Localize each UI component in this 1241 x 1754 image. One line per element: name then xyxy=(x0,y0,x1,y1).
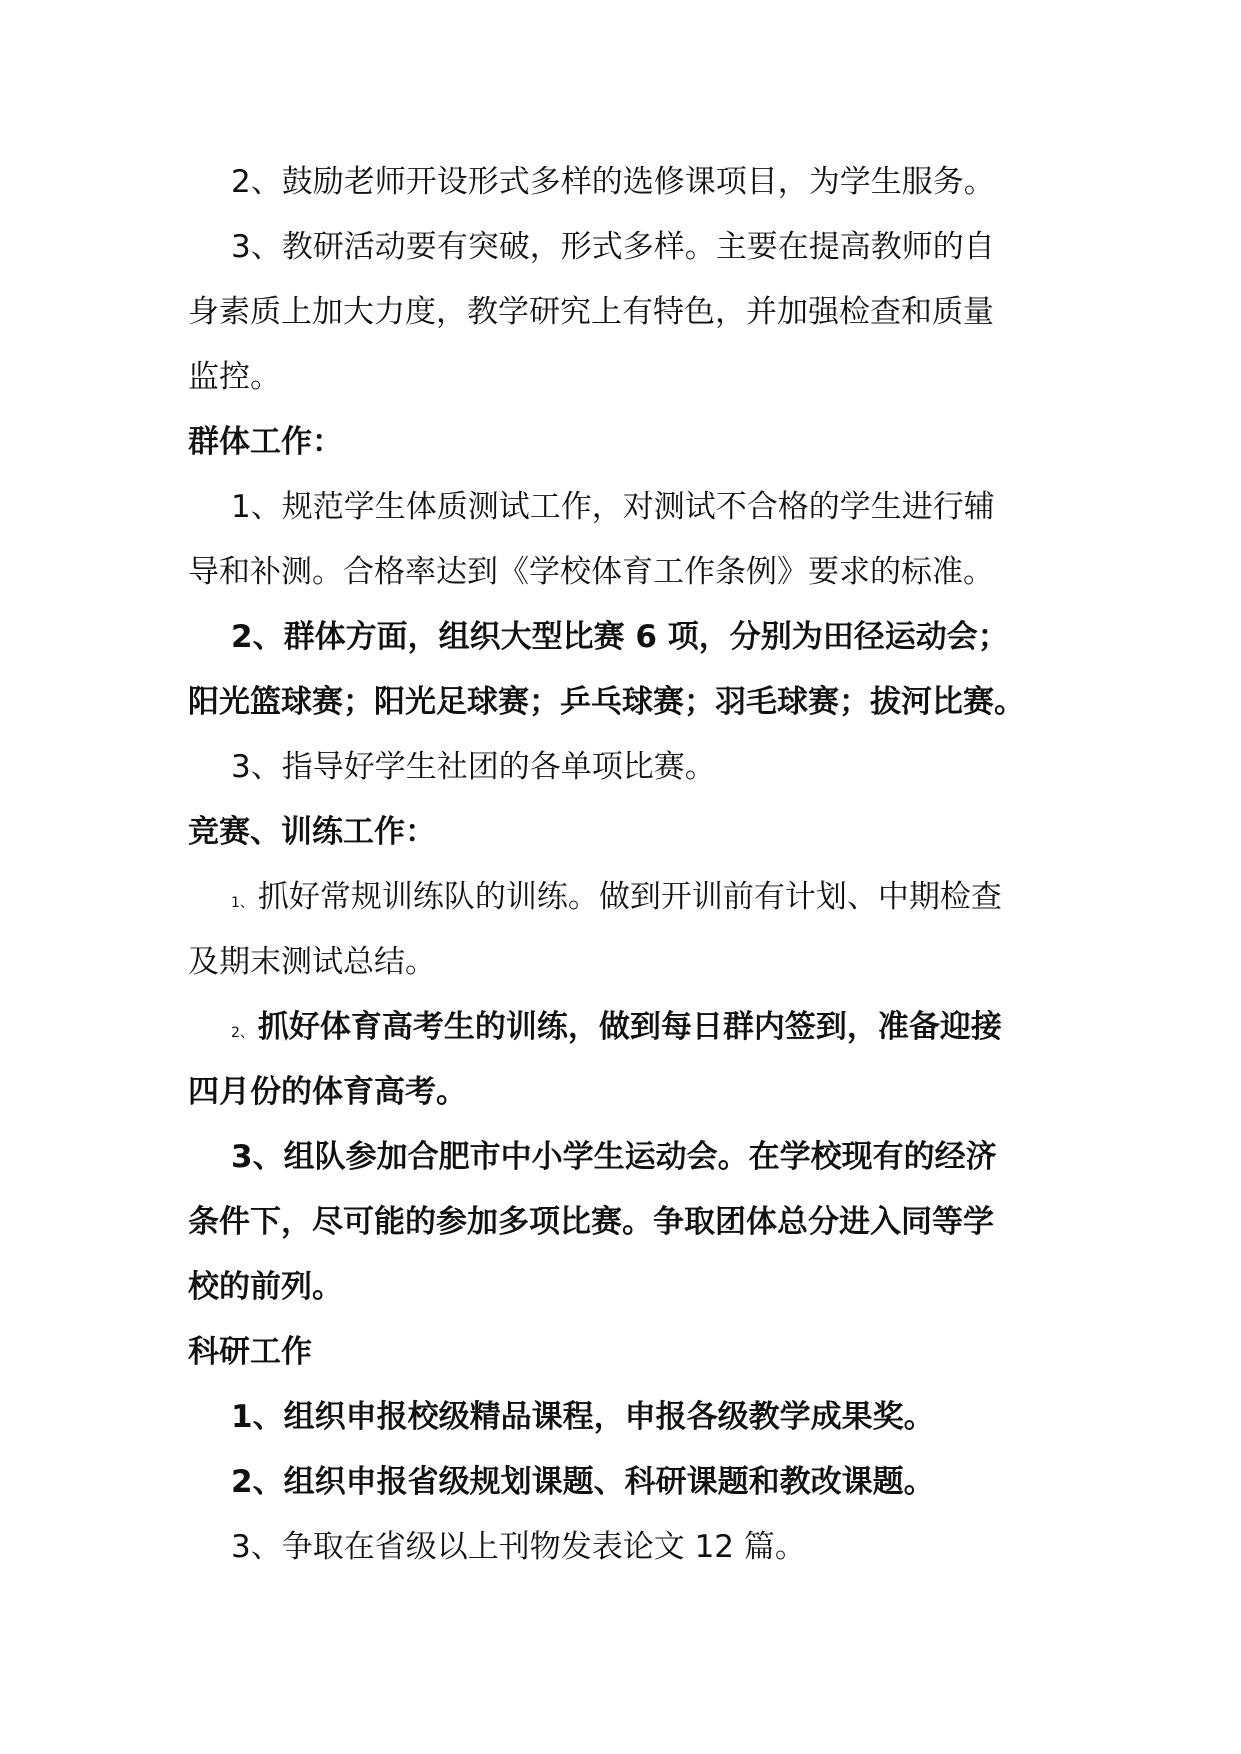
item-text: 抓好体育高考生的训练，做到每日群内签到，准备迎接 xyxy=(257,1009,1002,1045)
paragraph-line: 及期末测试总结。 xyxy=(188,944,436,980)
paragraph-line: 2、鼓励老师开设形式多样的选修课项目，为学生服务。 xyxy=(231,164,995,200)
item-number: 1、 xyxy=(231,895,254,911)
section-heading-research: 科研工作 xyxy=(188,1334,312,1370)
paragraph-line: 3、组队参加合肥市中小学生运动会。在学校现有的经济 xyxy=(231,1139,997,1175)
paragraph-line: 阳光篮球赛；阳光足球赛；乒乓球赛；羽毛球赛；拔河比赛。 xyxy=(188,684,1025,720)
paragraph-line xyxy=(188,865,1058,930)
section-heading-mass-sports: 群体工作： xyxy=(188,424,343,460)
paragraph-line: 条件下，尽可能的参加多项比赛。争取团体总分进入同等学 xyxy=(188,1204,994,1240)
paragraph-line: 3、教研活动要有突破，形式多样。主要在提高教师的自 xyxy=(231,229,995,265)
item-number: 2、 xyxy=(231,1025,254,1041)
paragraph-line: 四月份的体育高考。 xyxy=(188,1074,467,1110)
paragraph-line: 3、指导好学生社团的各单项比赛。 xyxy=(231,749,716,785)
paragraph-line xyxy=(188,995,1058,1060)
paragraph-line: 导和补测。合格率达到《学校体育工作条例》要求的标准。 xyxy=(188,554,994,590)
paragraph-line: 监控。 xyxy=(188,359,281,395)
paragraph-line: 校的前列。 xyxy=(188,1269,343,1305)
item-text: 抓好常规训练队的训练。做到开训前有计划、中期检查 xyxy=(257,879,1002,915)
paragraph-line: 1、组织申报校级精品课程，申报各级教学成果奖。 xyxy=(231,1399,935,1435)
paragraph-line: 身素质上加大力度，教学研究上有特色，并加强检查和质量 xyxy=(188,294,994,330)
paragraph-line: 1、规范学生体质测试工作，对测试不合格的学生进行辅 xyxy=(231,489,995,525)
section-heading-competition-training: 竞赛、训练工作： xyxy=(188,814,436,850)
paragraph-line: 2、组织申报省级规划课题、科研课题和教改课题。 xyxy=(231,1464,935,1500)
paragraph-line: 2、群体方面，组织大型比赛 6 项，分别为田径运动会； xyxy=(231,619,1009,655)
paragraph-line: 3、争取在省级以上刊物发表论文 12 篇。 xyxy=(231,1529,806,1565)
document-page xyxy=(188,150,1058,1580)
